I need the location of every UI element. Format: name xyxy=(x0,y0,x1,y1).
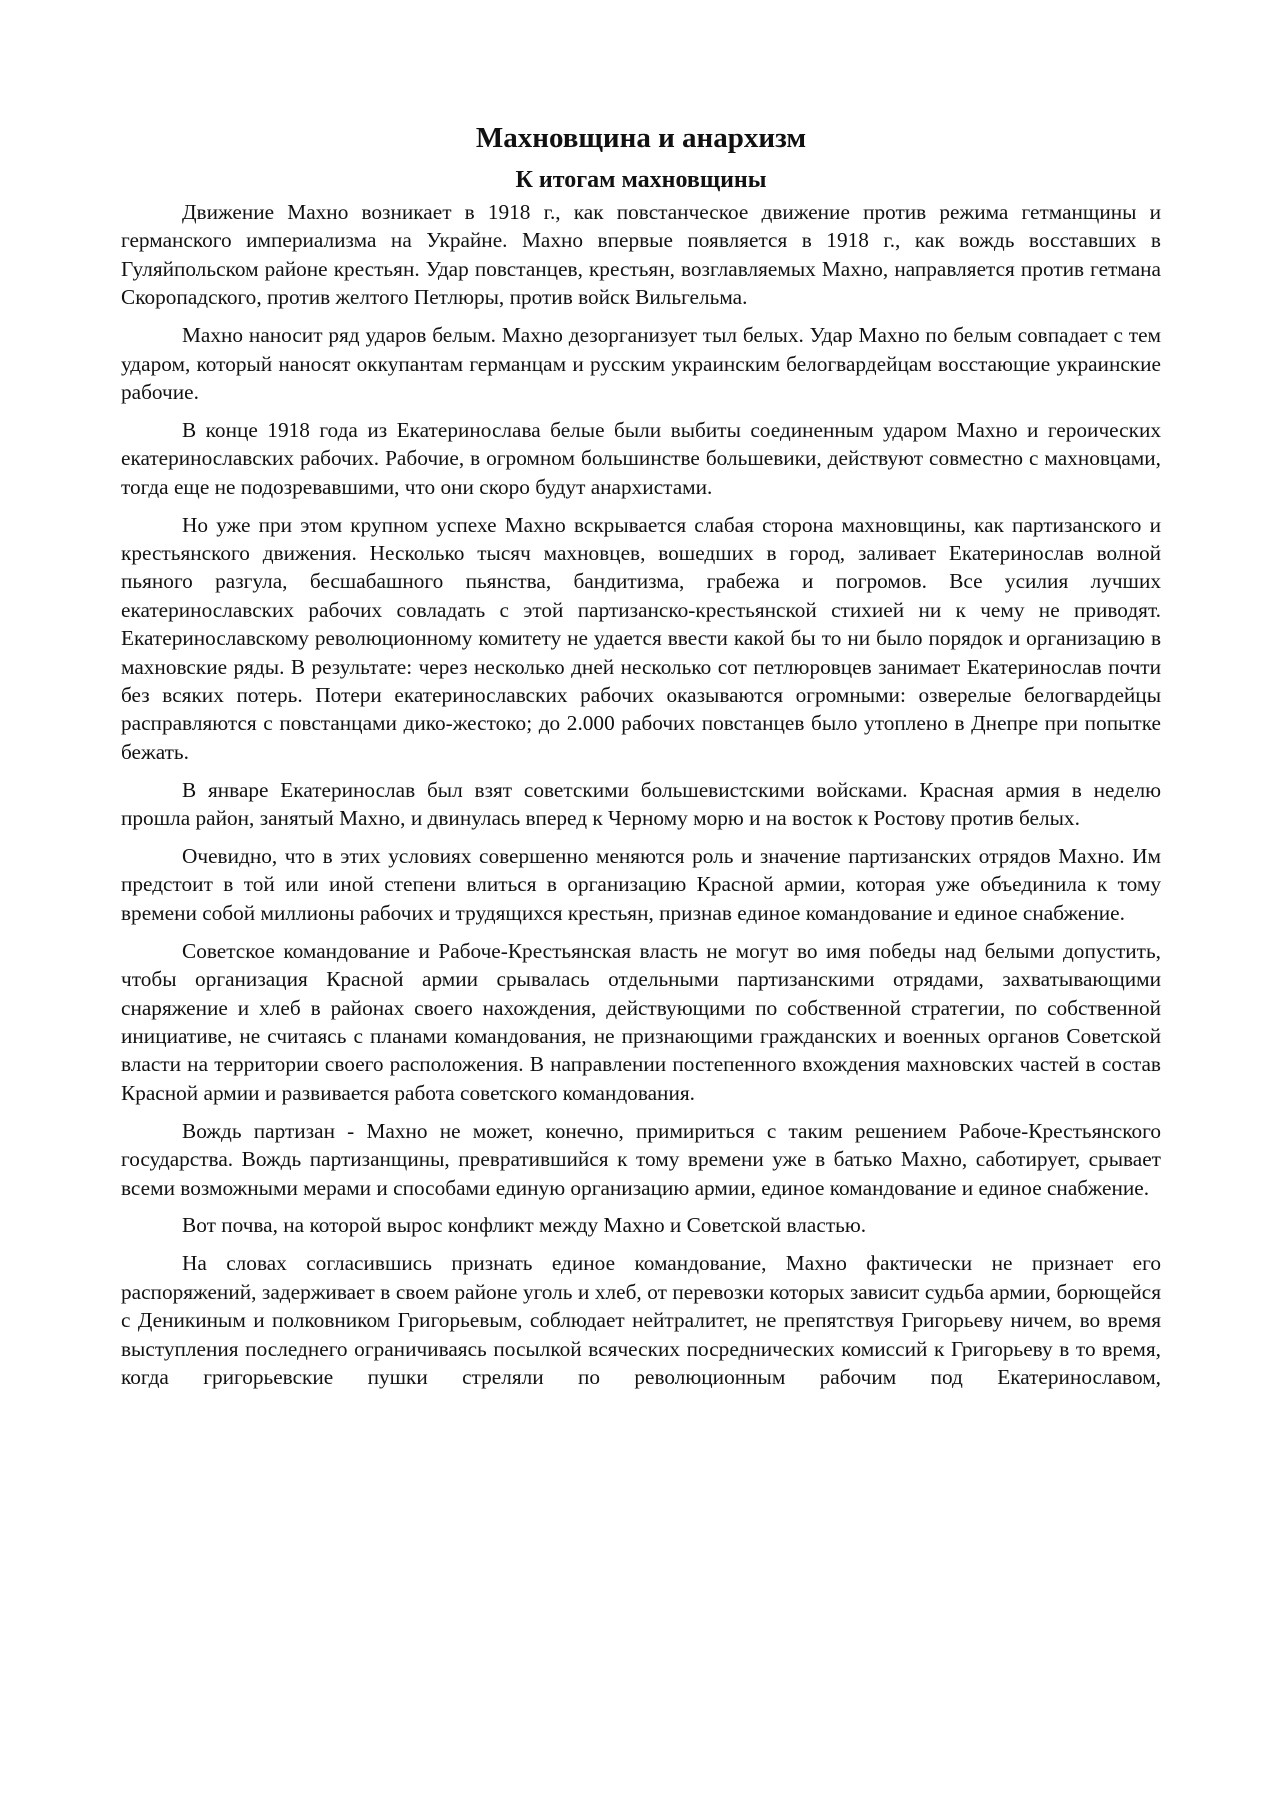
paragraph: В январе Екатеринослав был взят советскими большевистскими войсками. Красная армия в неделю прошла район, занятый Махно, и двинулась вперед к Черному морю и на восток к Ростову против белых. xyxy=(121,777,1161,831)
document-page xyxy=(121,120,1161,1401)
paragraph: Махно наносит ряд ударов белым. Махно дезорганизует тыл белых. Удар Махно по белым совпадает с тем ударом, который наносят оккупантам германцам и русским украинским белогвардейцам восстающие украинские рабочие. xyxy=(121,323,1161,404)
paragraph: Вот почва, на которой вырос конфликт между Махно и Советской властью. xyxy=(182,1213,867,1238)
paragraph: Очевидно, что в этих условиях совершенно меняются роль и значение партизанских отрядов Махно. Им предстоит в той или иной степени влиться в организацию Красной армии, которая уже объединила к тому времени собой миллионы рабочих и трудящихся крестьян, признав единое командование и единое снабжение. xyxy=(121,844,1161,925)
paragraph: В конце 1918 года из Екатеринослава белые были выбиты соединенным ударом Махно и героических екатеринославских рабочих. Рабочие, в огромном большинстве большевики, действуют совместно с махновцами, тогда еще не подозревавшими, что они скоро будут анархистами. xyxy=(121,417,1161,499)
paragraph: На словах согласившись признать единое командование, Махно фактически не признает его распоряжений, задерживает в своем районе уголь и хлеб, от перевозки которых зависит судьба армии, борющейся с Деникиным и полковником Григорьевым, соблюдает нейтралитет, не препятствуя Григорьеву ничем, во время выступления последнего ограничиваясь посылкой всяческих посреднических комиссий к Григорьеву в то время, когда григорьевские пушки стреляли по революционным рабочим под Екатеринославом, xyxy=(121,1251,1161,1389)
document-subtitle: К итогам махновщины xyxy=(515,167,767,193)
document-title: Махновщина и анархизм xyxy=(475,122,807,154)
paragraph: Советское командование и Рабоче-Крестьянская власть не могут во имя победы над белыми допустить, чтобы организация Красной армии срывалась отдельными партизанскими отрядами, захватывающими снаряжение и хлеб в районах своего нахождения, действующими по собственной стратегии, по собственной инициативе, не считаясь с планами командования, не признающими гражданских и военных органов Советской власти на территории своего расположения. В направлении постепенного вхождения махновских частей в состав Красной армии и развивается работа советского командования. xyxy=(121,938,1161,1105)
paragraph: Но уже при этом крупном успехе Махно вскрывается слабая сторона махновщины, как партизанского и крестьянского движения. Несколько тысяч махновцев, вошедших в город, заливает Екатеринослав волной пьяного разгула, бесшабашного пьянства, бандитизма, грабежа и погромов. Все усилия лучших екатеринославских рабочих совладать с этой партизанско-крестьянской стихией ни к чему не приводят. Екатеринославскому революционному комитету не удается ввести какой бы то ни было порядок и организацию в махновские ряды. В результате: через несколько дней несколько сот петлюровцев занимает Екатеринослав почти без всяких потерь. Потери екатеринославских рабочих оказываются огромными: озверелые белогвардейцы расправляются с повстанцами дико-жестоко; до 2.000 рабочих повстанцев было утоплено в Днепре при попытке бежать. xyxy=(121,512,1161,764)
paragraph: Движение Махно возникает в 1918 г., как повстанческое движение против режима гетманщины и германского империализма на Украйне. Махно впервые появляется в 1918 г., как вождь восставших в Гуляйпольском районе крестьян. Удар повстанцев, крестьян, возглавляемых Махно, направляется против гетмана Скоропадского, против желтого Петлюры, против войск Вильгельма. xyxy=(121,200,1161,310)
document-body xyxy=(121,198,1161,1391)
paragraph: Вождь партизан - Махно не может, конечно, примириться с таким решением Рабоче-Крестьянского государства. Вождь партизанщины, превратившийся к тому времени уже в батько Махно, саботирует, срывает всеми возможными мерами и способами единую организацию армии, единое командование и единое снабжение. xyxy=(121,1118,1161,1200)
